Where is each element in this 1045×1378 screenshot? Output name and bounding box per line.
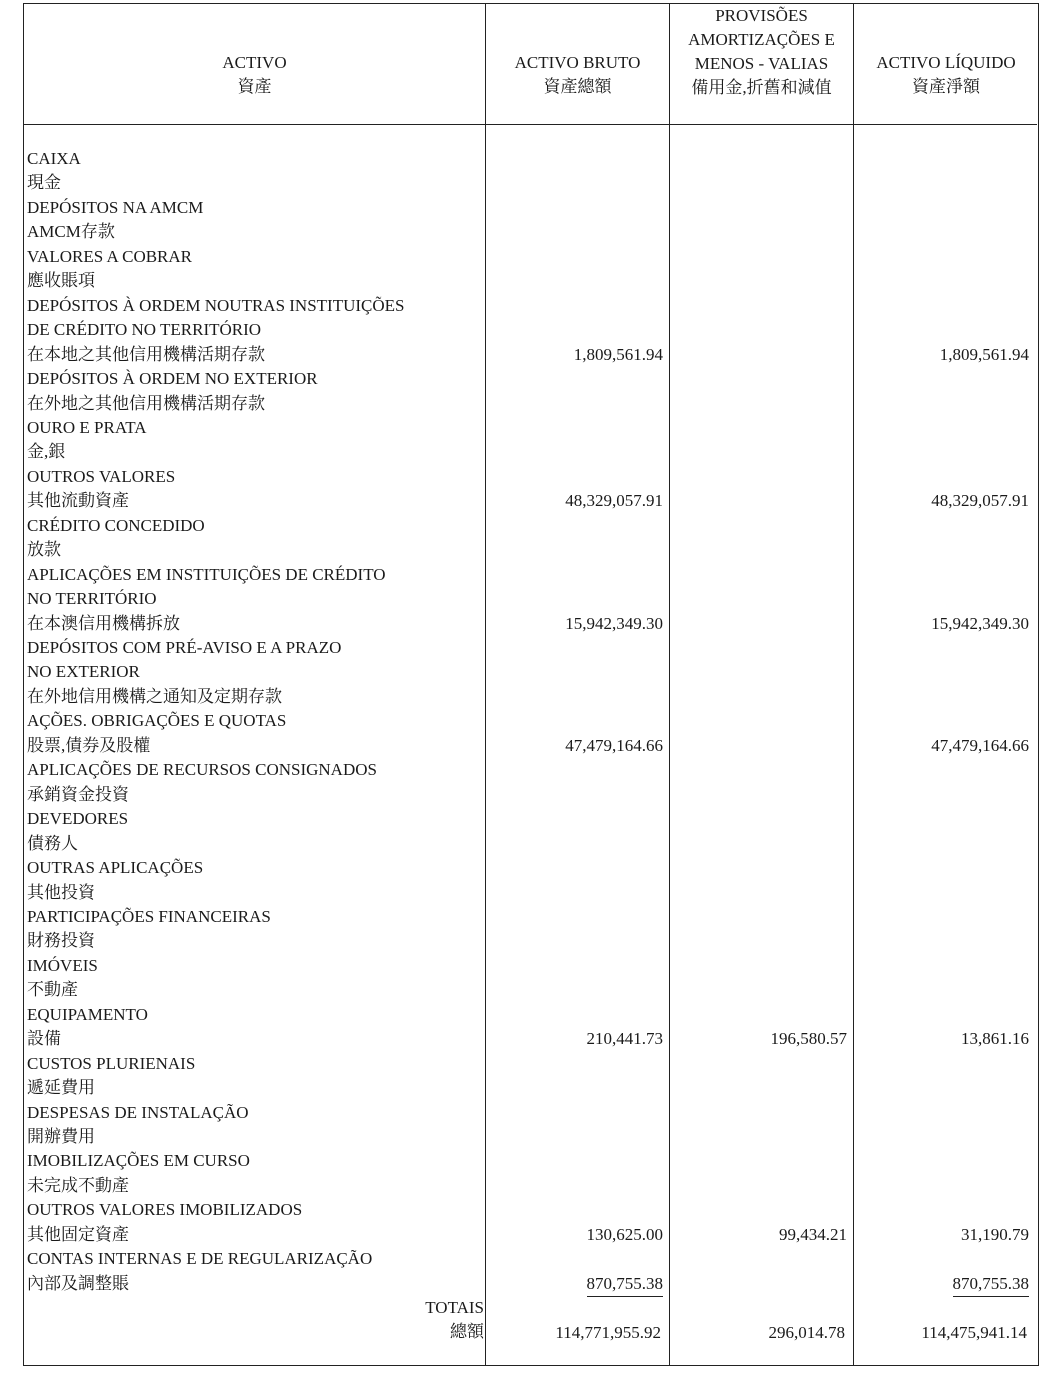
row-activo-liquido: 47,479,164.66: [931, 735, 1029, 755]
row-activo-bruto: 1,809,561.94: [573, 344, 663, 364]
row-label: 在外地之其他信用機構活期存款: [27, 393, 265, 413]
row-label: 承銷資金投資: [27, 784, 129, 804]
table-row: [24, 734, 1040, 759]
table-row: [24, 1223, 1040, 1248]
header-activo-bruto: [486, 51, 669, 99]
table-row: [24, 269, 1040, 294]
header-bruto-pt: ACTIVO BRUTO: [514, 53, 641, 72]
row-activo-bruto: 130,625.00: [586, 1224, 663, 1244]
table-row: [24, 514, 1040, 539]
table-row: [24, 1027, 1040, 1052]
row-label: IMÓVEIS: [27, 955, 98, 975]
row-label: 放款: [27, 540, 61, 560]
header-provisoes-line3: MENOS - VALIAS: [694, 54, 829, 73]
header-provisoes: [670, 4, 853, 100]
row-label: AMCM存款: [27, 222, 115, 242]
table-row: [24, 392, 1040, 417]
table-row: [24, 440, 1040, 465]
row-provisoes: 99,434.21: [779, 1224, 847, 1244]
row-label: AÇÕES. OBRIGAÇÕES E QUOTAS: [27, 711, 287, 731]
row-label: 財務投資: [27, 931, 95, 951]
row-label: IMOBILIZAÇÕES EM CURSO: [27, 1151, 250, 1171]
row-label: APLICAÇÕES EM INSTITUIÇÕES DE CRÉDITO: [27, 564, 386, 584]
table-row: [24, 954, 1040, 979]
table-row: [24, 196, 1040, 221]
table-row: [24, 538, 1040, 563]
row-label: 遞延費用: [27, 1078, 95, 1098]
header-provisoes-zh: 備用金,折舊和減值: [691, 78, 832, 97]
row-activo-bruto: 210,441.73: [586, 1029, 663, 1049]
table-row: [24, 636, 1040, 661]
row-label: NO EXTERIOR: [27, 662, 140, 682]
table-row: [24, 367, 1040, 392]
row-label: 設備: [27, 1029, 61, 1049]
row-activo-bruto: 48,329,057.91: [565, 491, 663, 511]
row-activo-liquido: 1,809,561.94: [939, 344, 1029, 364]
table-row: [24, 783, 1040, 808]
row-activo-bruto: 870,755.38: [587, 1272, 664, 1297]
balance-sheet-table: [23, 3, 1039, 1366]
header-liquido-zh: 資產淨額: [912, 77, 980, 96]
row-label: 未完成不動產: [27, 1175, 129, 1195]
row-label: OUTROS VALORES: [27, 466, 176, 486]
totals-label: [324, 1296, 484, 1344]
table-row: [24, 220, 1040, 245]
row-activo-liquido: 13,861.16: [961, 1029, 1029, 1049]
row-label: DE CRÉDITO NO TERRITÓRIO: [27, 320, 262, 340]
row-label: DEPÓSITOS NA AMCM: [27, 197, 204, 217]
row-activo-liquido: 870,755.38: [953, 1272, 1030, 1297]
row-label: 在外地信用機構之通知及定期存款: [27, 686, 282, 706]
table-row: [24, 147, 1040, 172]
row-label: 現金: [27, 173, 61, 193]
header-bruto-zh: 資產總額: [543, 77, 612, 96]
row-label: NO TERRITÓRIO: [27, 589, 157, 609]
header-rule: [24, 124, 1037, 125]
row-label: 其他投資: [27, 882, 95, 902]
row-label: 在本澳信用機構拆放: [27, 613, 180, 633]
row-label: OUTROS VALORES IMOBILIZADOS: [27, 1200, 303, 1220]
table-row: [24, 1149, 1040, 1174]
row-label: CAIXA: [27, 149, 81, 168]
total-provisoes: 296,014.78: [768, 1323, 845, 1342]
column-divider-totals: [485, 1331, 486, 1365]
total-activo-liquido: 114,475,941.14: [921, 1323, 1027, 1342]
table-row: [24, 294, 1040, 319]
table-row: [24, 1101, 1040, 1126]
row-label: DEPÓSITOS À ORDEM NOUTRAS INSTITUIÇÕES: [27, 295, 405, 315]
table-row: [24, 1174, 1040, 1199]
row-label: EQUIPAMENTO: [27, 1004, 148, 1024]
table-row: [24, 1198, 1040, 1223]
table-row: [24, 905, 1040, 930]
table-row: [24, 856, 1040, 881]
table-row: [24, 465, 1040, 490]
row-label: CRÉDITO CONCEDIDO: [27, 515, 205, 535]
table-row: [24, 660, 1040, 685]
row-label: 股票,債券及股權: [27, 735, 151, 755]
row-activo-liquido: 48,329,057.91: [931, 491, 1029, 511]
totals-label-zh: 總額: [450, 1322, 484, 1341]
row-label: 在本地之其他信用機構活期存款: [27, 344, 265, 364]
table-row: [24, 758, 1040, 783]
row-activo-bruto: 15,942,349.30: [565, 613, 663, 633]
row-label: DEPÓSITOS À ORDEM NO EXTERIOR: [27, 369, 318, 389]
row-label: 開辦費用: [27, 1127, 95, 1146]
row-label: DEPÓSITOS COM PRÉ-AVISO E A PRAZO: [27, 638, 342, 657]
header-provisoes-line1: PROVISÕES: [715, 6, 808, 25]
row-label: DESPESAS DE INSTALAÇÃO: [27, 1102, 249, 1122]
table-row: [24, 978, 1040, 1003]
table-row: [24, 171, 1040, 196]
row-label: PARTICIPAÇÕES FINANCEIRAS: [27, 906, 271, 926]
table-row: [24, 929, 1040, 954]
row-label: DEVEDORES: [27, 809, 129, 829]
row-label: OURO E PRATA: [27, 417, 147, 437]
table-row: [24, 807, 1040, 832]
header-activo-liquido: [854, 51, 1038, 99]
row-label: APLICAÇÕES DE RECURSOS CONSIGNADOS: [27, 760, 377, 780]
row-activo-liquido: 31,190.79: [961, 1224, 1029, 1244]
table-row: [24, 1247, 1040, 1272]
row-label: 應收賬項: [27, 271, 95, 291]
table-row: [24, 612, 1040, 637]
header-activo: [24, 51, 485, 99]
row-provisoes: 196,580.57: [770, 1029, 847, 1049]
totals-label-pt: TOTAIS: [425, 1298, 484, 1317]
row-activo-bruto: 47,479,164.66: [565, 735, 663, 755]
row-label: 不動產: [27, 980, 78, 1000]
table-row: [24, 1003, 1040, 1028]
table-row: [24, 832, 1040, 857]
table-row: [24, 245, 1040, 270]
total-activo-bruto: 114,771,955.92: [555, 1323, 661, 1342]
row-label: 債務人: [27, 833, 78, 853]
header-activo-pt: ACTIVO: [222, 53, 287, 72]
table-row: [24, 318, 1040, 343]
table-row: [24, 685, 1040, 710]
row-label: 內部及調整賬: [27, 1273, 129, 1293]
row-label: 其他流動資產: [27, 491, 129, 511]
table-row: [24, 416, 1040, 441]
row-label: 其他固定資產: [27, 1224, 129, 1244]
table-row: [24, 587, 1040, 612]
table-row: [24, 1272, 1040, 1297]
table-row: [24, 1052, 1040, 1077]
table-row: [24, 1076, 1040, 1101]
row-label: CONTAS INTERNAS E DE REGULARIZAÇÃO: [27, 1249, 373, 1269]
row-label: VALORES A COBRAR: [27, 246, 193, 266]
table-row: [24, 1125, 1040, 1150]
row-label: 金,銀: [27, 442, 66, 462]
row-label: CUSTOS PLURIENAIS: [27, 1053, 196, 1073]
row-label: OUTRAS APLICAÇÕES: [27, 858, 204, 878]
table-row: [24, 563, 1040, 588]
table-row: [24, 489, 1040, 514]
table-row: [24, 343, 1040, 368]
table-row: [24, 881, 1040, 906]
row-activo-liquido: 15,942,349.30: [931, 613, 1029, 633]
header-liquido-pt: ACTIVO LÍQUIDO: [876, 53, 1016, 72]
header-activo-zh: 資產: [237, 77, 272, 96]
table-row: [24, 709, 1040, 734]
header-provisoes-line2: AMORTIZAÇÕES E: [688, 30, 835, 49]
